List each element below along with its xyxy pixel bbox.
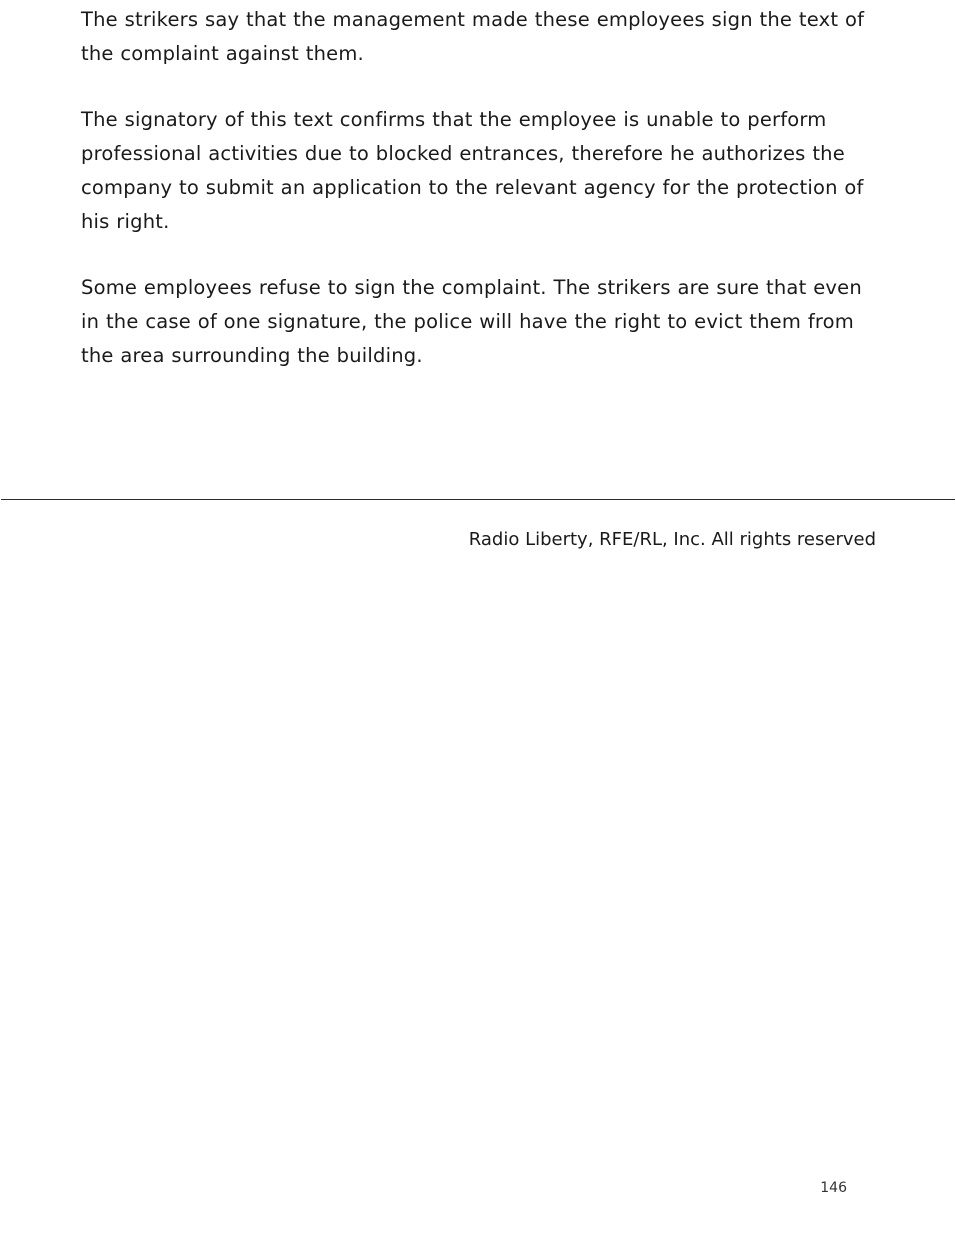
page-number: 146 [820, 1180, 847, 1196]
footer-divider [1, 499, 955, 500]
body-paragraph: The signatory of this text confirms that the employee is unable to perform professional activities due to blocked entrances, therefore he authorizes the company to submit an application to the relevant agency for the protection of his right. [81, 108, 864, 233]
body-paragraph: The strikers say that the management made these employees sign the text of the complaint against them. [81, 8, 865, 65]
copyright-notice: Radio Liberty, RFE/RL, Inc. All rights reserved [468, 529, 876, 550]
document-body [81, 0, 871, 373]
body-paragraph: Some employees refuse to sign the complaint. The strikers are sure that even in the case of one signature, the police will have the right to evict them from the area surrounding the building. [81, 276, 862, 367]
